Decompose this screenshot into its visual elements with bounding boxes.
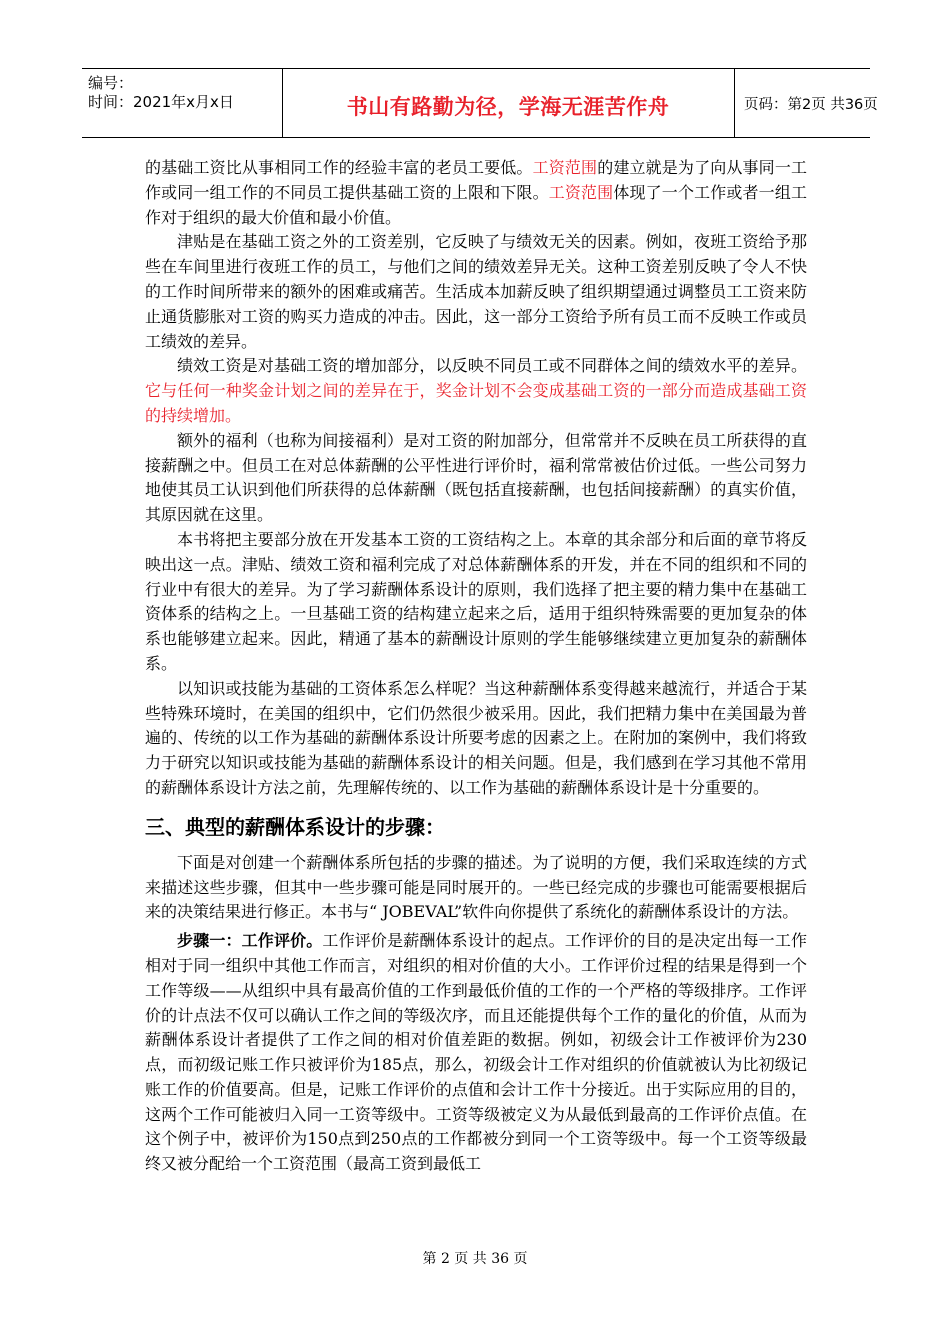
paragraph-allowance: 津贴是在基础工资之外的工资差别，它反映了与绩效无关的因素。例如，夜班工资给予那些在车间里进行夜班工作的员工，与他们之间的绩效差异无关。这种工资差别反映了令人不快的工作时间所带来的额外的困难或痛苦。生活成本加薪反映了组织期望通过调整员工工资来防止通货膨胀对工资的购买力造成的冲击。因此，这一部分工资给予所有员工而不反映工作或员工绩效的差异。 [145,232,807,351]
step-one-title: 步骤一：工作评价。 [177,931,323,951]
section-heading: 三、典型的薪酬体系设计的步骤： [145,814,445,839]
header-page-info: 页码：第2页 共36页 [744,97,878,113]
header-meta-cell [82,69,283,137]
paragraph-merit-pay [145,354,807,428]
page-header [82,68,878,138]
paragraph-step-one [145,929,807,1177]
doc-code-label: 编号： [88,74,134,92]
highlight-term-salary-range-2: 工资范围 [548,182,614,202]
paragraph-steps-intro: 下面是对创建一个薪酬体系所包括的步骤的描述。为了说明的方便，我们采取连续的方式来描述这些步骤，但其中一些步骤可能是同时展开的。一些已经完成的步骤也可能需要根据后来的决策结果进行修正。本书与“ JOBEVAL”软件向你提供了系统化的薪酬体系设计的方法。 [145,852,807,922]
document-body [145,156,807,1177]
doc-date-label: 时间：2021年x月x日 [88,93,234,111]
paragraph-1 [145,156,807,230]
page-footer: 第 2 页 共 36 页 [422,1251,528,1267]
paragraph-book-focus: 本书将把主要部分放在开发基本工资的工资结构之上。本章的其余部分和后面的章节将反映出这一点。津贴、绩效工资和福利完成了对总体薪酬体系的开发，并在不同的组织和不同的行业中有很大的差异。为了学习薪酬体系设计的原则，我们选择了把主要的精力集中在基础工资体系的结构之上。一旦基础工资的结构建立起来之后，适用于组织特殊需要的更加复杂的体系也能够建立起来。因此，精通了基本的薪酬设计原则的学生能够继续建立更加复杂的薪酬体系。 [145,529,807,673]
highlight-bonus-difference: 它与任何一种奖金计划之间的差异在于，奖金计划不会变成基础工资的一部分而造成基础工资的持续增加。 [145,381,807,425]
paragraph-skill-based: 以知识或技能为基础的工资体系怎么样呢？当这种薪酬体系变得越来越流行，并适合于某些特殊环境时，在美国的组织中，它们仍然很少被采用。因此，我们把精力集中在美国最为普遍的、传统的以工作为基础的薪酬体系设计所要考虑的因素之上。在附加的案例中，我们将致力于研究以知识或技能为基础的薪酬体系设计的相关问题。但是，我们感到在学习其他不常用的薪酬体系设计方法之前，先理解传统的、以工作为基础的薪酬体系设计是十分重要的。 [145,678,807,797]
header-motto: 书山有路勤为径，学海无涯苦作舟 [346,95,670,119]
paragraph-benefits: 额外的福利（也称为间接福利）是对工资的附加部分，但常常并不反映在员工所获得的直接薪酬之中。但员工在对总体薪酬的公平性进行评价时，福利常常被估价过低。一些公司努力地使其员工认识到他们所获得的总体薪酬（既包括直接薪酬，也包括间接薪酬）的真实价值，其原因就在这里。 [145,430,807,525]
paragraph-1-text-c: 体现了一个工作或者一组工作对于组织的最大价值和最小价值。 [145,182,807,227]
paragraph-1-text-b: 的建立就是为了向从事同一工作或同一组工作的不同员工提供基础工资的上限和下限。 [145,158,807,202]
paragraph-1-text-a: 的基础工资比从事相同工作的经验丰富的老员工要低。 [145,158,533,177]
highlight-term-salary-range-1: 工资范围 [532,158,598,177]
step-one-body: 工作评价是薪酬体系设计的起点。工作评价的目的是决定出每一工作相对于同一组织中其他工作而言，对组织的相对价值的大小。工作评价过程的结果是得到一个工作等级——从组织中具有最高价值的工作到最低价值的工作的一个严格的等级排序。工作评价的计点法不仅可以确认工作之间的等级次序，而且还能提供每个工作的量化的价值，从而为薪酬体系设计者提供了工作之间的相对价值差距的数据。例如，初级会计工作被评价为230点，而初级记账工作只被评价为185点，那么，初级会计工作对组织的价值就被认为比初级记账工作的价值要高。但是，记账工作评价的点值和会计工作十分接近。出于实际应用的目的，这两个工作可能被归入同一工资等级中。工资等级被定义为从最低到最高的工作评价点值。在这个例子中，被评价为150点到250点的工作都被分到同一个工资等级中。每一个工资等级最终又被分配给一个工资范围（最高工资到最低工 [145,931,807,1174]
header-motto-cell [282,69,735,137]
header-page-cell [734,69,878,137]
paragraph-merit-pay-text: 绩效工资是对基础工资的增加部分，以反映不同员工或不同群体之间的绩效水平的差异。 [177,356,807,376]
